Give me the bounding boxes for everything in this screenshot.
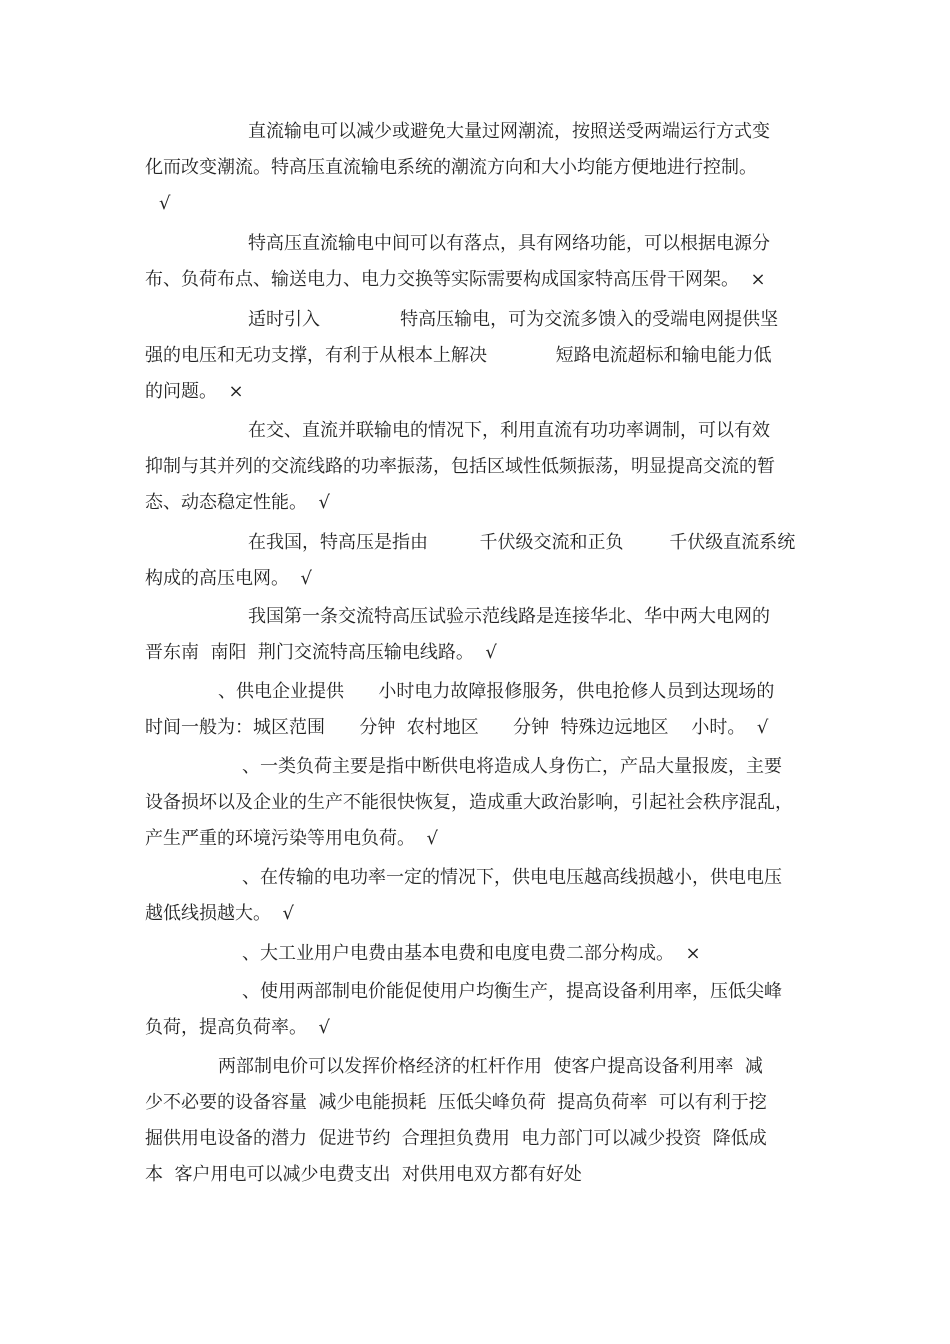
text-line: 我国第一条交流特高压试验示范线路是连接华北、华中两大电网的 bbox=[248, 606, 770, 627]
text-line: 适时引入 特高压输电，可为交流多馈入的受端电网提供坚 bbox=[248, 309, 779, 330]
answer-mark: √ bbox=[159, 193, 171, 214]
paragraph-power-modulation bbox=[145, 413, 810, 521]
text-line: 直流输电可以减少或避免大量过网潮流，按照送受两端运行方式变 bbox=[248, 121, 770, 142]
text-line: 、在传输的电功率一定的情况下，供电电压越高线损越小，供电电压 bbox=[242, 867, 782, 888]
paragraph-uhv-definition bbox=[145, 525, 810, 597]
paragraph-line-loss bbox=[145, 860, 810, 932]
text-line: 两部制电价可以发挥价格经济的杠杆作用 使客户提高设备利用率 减 bbox=[218, 1056, 763, 1077]
text-line: 、供电企业提供 小时电力故障报修服务，供电抢修人员到达现场的 bbox=[218, 681, 775, 702]
paragraph-uhv-dc-drop-points bbox=[145, 226, 810, 298]
text-line: 设备损坏以及企业的生产不能很快恢复，造成重大政治影响，引起社会秩序混乱， bbox=[145, 792, 793, 813]
paragraph-two-part-tariff-benefits bbox=[145, 1049, 810, 1193]
paragraph-dc-power-flow bbox=[145, 114, 810, 222]
text-line: 产生严重的环境污染等用电负荷。 √ bbox=[145, 828, 438, 849]
text-line: 负荷，提高负荷率。 √ bbox=[145, 1017, 330, 1038]
text-line: 越低线损越大。 √ bbox=[145, 903, 294, 924]
text-line: 掘供用电设备的潜力 促进节约 合理担负费用 电力部门可以减少投资 降低成 bbox=[145, 1128, 767, 1149]
text-line: 布、负荷布点、输送电力、电力交换等实际需要构成国家特高压骨干网架。 × bbox=[145, 269, 766, 290]
text-line: 、大工业用户电费由基本电费和电度电费二部分构成。 × bbox=[242, 943, 701, 964]
text-line: 构成的高压电网。 √ bbox=[145, 568, 312, 589]
text-line: 时间一般为：城区范围 分钟 农村地区 分钟 特殊边远地区 小时。 √ bbox=[145, 717, 769, 738]
text-line: 强的电压和无功支撑，有利于从根本上解决 短路电流超标和输电能力低 bbox=[145, 345, 772, 366]
text-line: 在交、直流并联输电的情况下，利用直流有功功率调制，可以有效 bbox=[248, 420, 770, 441]
paragraph-industrial-billing bbox=[145, 936, 810, 972]
text-line: 晋东南 南阳 荆门交流特高压输电线路。 √ bbox=[145, 642, 497, 663]
paragraph-first-uhv-line bbox=[145, 599, 810, 671]
text-line: 少不必要的设备容量 减少电能损耗 压低尖峰负荷 提高负荷率 可以有利于挖 bbox=[145, 1092, 767, 1113]
text-line: 在我国，特高压是指由 千伏级交流和正负 千伏级直流系统 bbox=[248, 532, 796, 553]
text-line: 态、动态稳定性能。 √ bbox=[145, 492, 330, 513]
paragraph-uhv-voltage-support bbox=[145, 302, 810, 410]
paragraph-repair-service bbox=[145, 674, 810, 746]
text-line: 、一类负荷主要是指中断供电将造成人身伤亡，产品大量报废，主要 bbox=[242, 756, 782, 777]
text-line: 特高压直流输电中间可以有落点，具有网络功能，可以根据电源分 bbox=[248, 233, 770, 254]
text-line: 、使用两部制电价能促使用户均衡生产，提高设备利用率，压低尖峰 bbox=[242, 981, 782, 1002]
text-line: 本 客户用电可以减少电费支出 对供用电双方都有好处 bbox=[145, 1164, 582, 1185]
paragraph-first-class-load bbox=[145, 749, 810, 857]
text-line: 化而改变潮流。特高压直流输电系统的潮流方向和大小均能方便地进行控制。 bbox=[145, 157, 757, 178]
text-line: 的问题。 × bbox=[145, 381, 244, 402]
paragraph-two-part-tariff bbox=[145, 974, 810, 1046]
text-line: 抑制与其并列的交流线路的功率振荡，包括区域性低频振荡，明显提高交流的暂 bbox=[145, 456, 775, 477]
